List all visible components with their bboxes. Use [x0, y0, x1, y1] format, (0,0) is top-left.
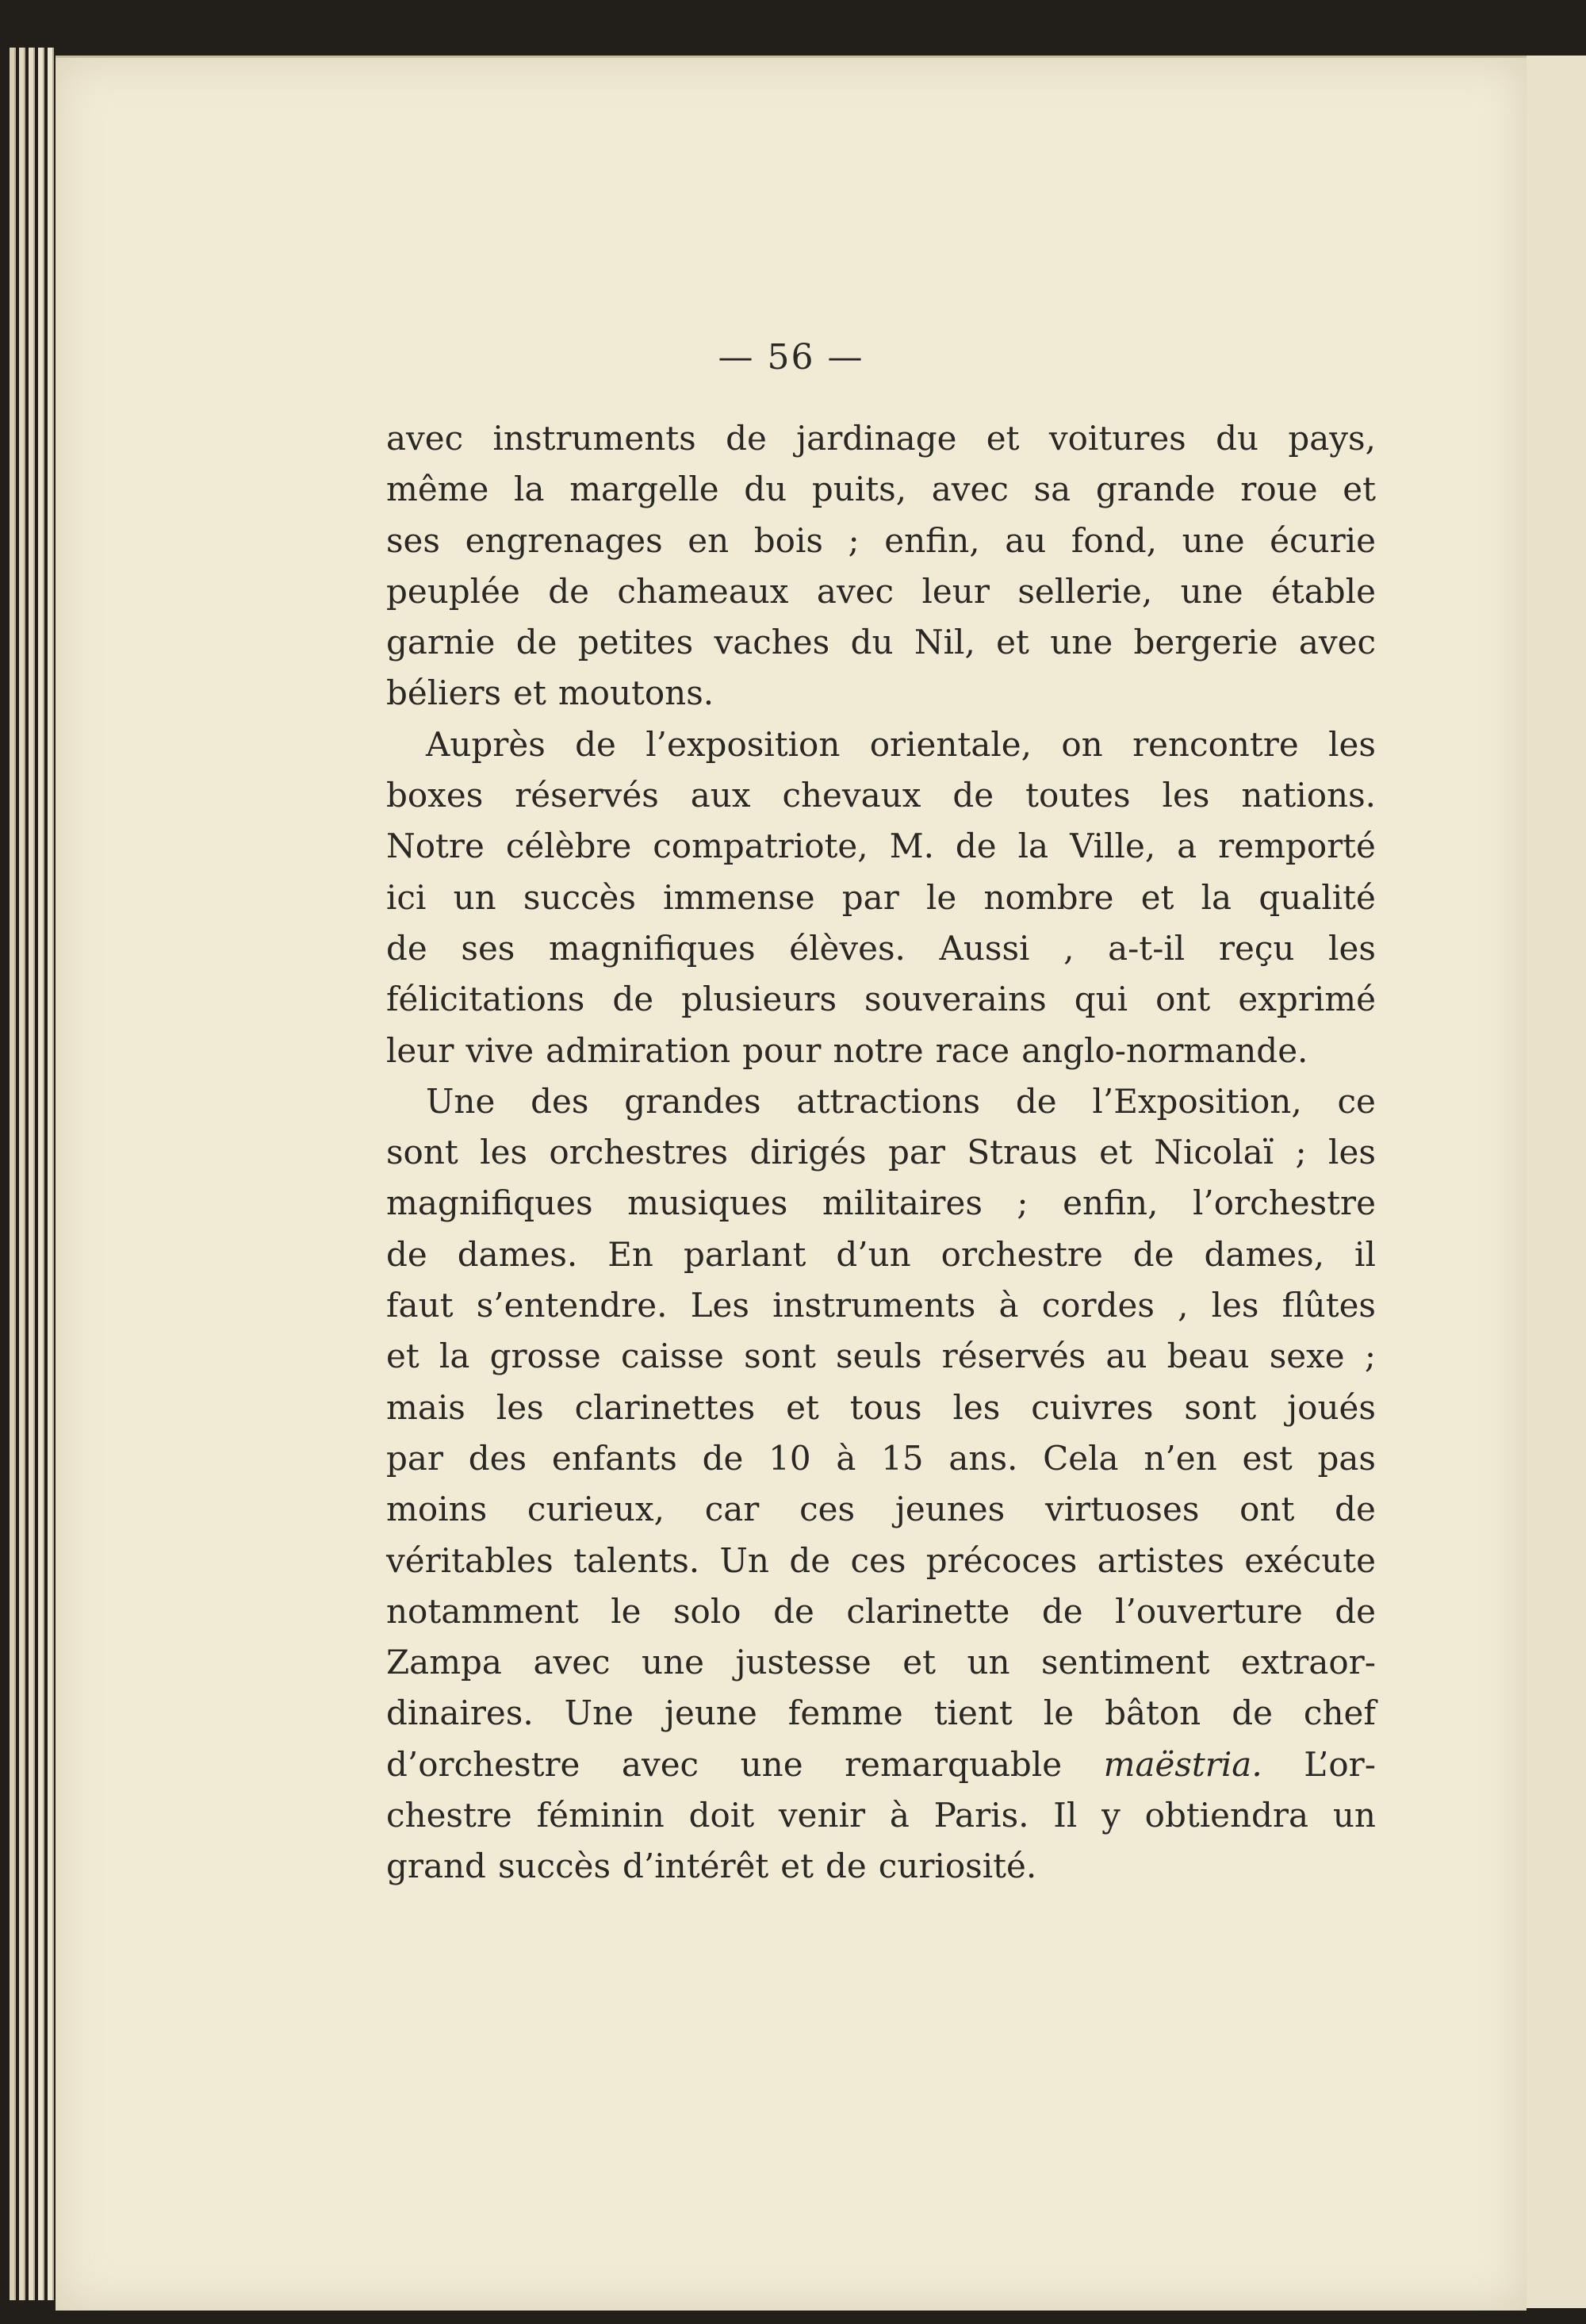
- text-line: béliers et moutons.: [386, 673, 714, 713]
- text-line: Une des grandes attractions de l’Exposition, ce: [426, 1081, 1376, 1121]
- page-number: — 56 —: [718, 337, 864, 378]
- page-edge: [38, 48, 44, 2300]
- text-line: moins curieux, car ces jeunes virtuoses ont de: [386, 1490, 1376, 1529]
- text-line: mais les clarinettes et tous les cuivres sont joués: [386, 1387, 1376, 1427]
- text-line: leur vive admiration pour notre race anglo-normande.: [386, 1030, 1308, 1070]
- page-edge: [19, 48, 25, 2300]
- text-line: boxes réservés aux chevaux de toutes les nations.: [386, 776, 1376, 815]
- text-line: ses engrenages en bois ; enfin, au fond, une écurie: [386, 520, 1376, 560]
- text-line: de dames. En parlant d’un orchestre de dames, il: [386, 1234, 1376, 1274]
- text-line: magnifiques musiques militaires ; enfin, l’orchestre: [386, 1183, 1376, 1223]
- text-line: sont les orchestres dirigés par Straus et Nicolaï ; les: [386, 1133, 1376, 1172]
- text-line: félicitations de plusieurs souverains qui ont exprimé: [386, 980, 1376, 1019]
- text-line: véritables talents. Un de ces précoces artistes exécute: [386, 1540, 1376, 1580]
- body-text: [386, 413, 1376, 1893]
- text-line: garnie de petites vaches du Nil, et une bergerie avec: [386, 623, 1376, 662]
- text-line: et la grosse caisse sont seuls réservés au beau sexe ;: [386, 1336, 1376, 1376]
- text-line: même la margelle du puits, avec sa grande roue et: [386, 470, 1376, 509]
- text-line: Notre célèbre compatriote, M. de la Ville, a remporté: [386, 826, 1376, 866]
- text-line: Auprès de l’exposition orientale, on rencontre les: [426, 724, 1376, 764]
- text-line: par des enfants de 10 à 15 ans. Cela n’en est pas: [386, 1438, 1376, 1478]
- page-edge: [29, 48, 35, 2300]
- text-line: chestre féminin doit venir à Paris. Il y obtiendra un: [386, 1796, 1376, 1835]
- text-line: peuplée de chameaux avec leur sellerie, une étable: [386, 571, 1376, 611]
- text-line: notamment le solo de clarinette de l’ouverture de: [386, 1591, 1376, 1631]
- text-line: faut s’entendre. Les instruments à cordes , les flûtes: [386, 1286, 1376, 1325]
- page-edge: [10, 48, 16, 2300]
- text-line: de ses magnifiques élèves. Aussi , a-t-il reçu les: [386, 928, 1376, 968]
- page-edge: [48, 48, 54, 2300]
- page-sheet: [56, 56, 1527, 2311]
- text-line: grand succès d’intérêt et de curiosité.: [386, 1847, 1037, 1886]
- text-line: ici un succès immense par le nombre et la qualité: [386, 877, 1376, 917]
- text-line: avec instruments de jardinage et voitures du pays,: [386, 419, 1376, 458]
- text-line: Zampa avec une justesse et un sentiment extraor-: [386, 1643, 1376, 1682]
- text-line: d’orchestre avec une remarquable maëstria. L’or-: [386, 1744, 1376, 1784]
- text-line: dinaires. Une jeune femme tient le bâton de chef: [386, 1693, 1376, 1733]
